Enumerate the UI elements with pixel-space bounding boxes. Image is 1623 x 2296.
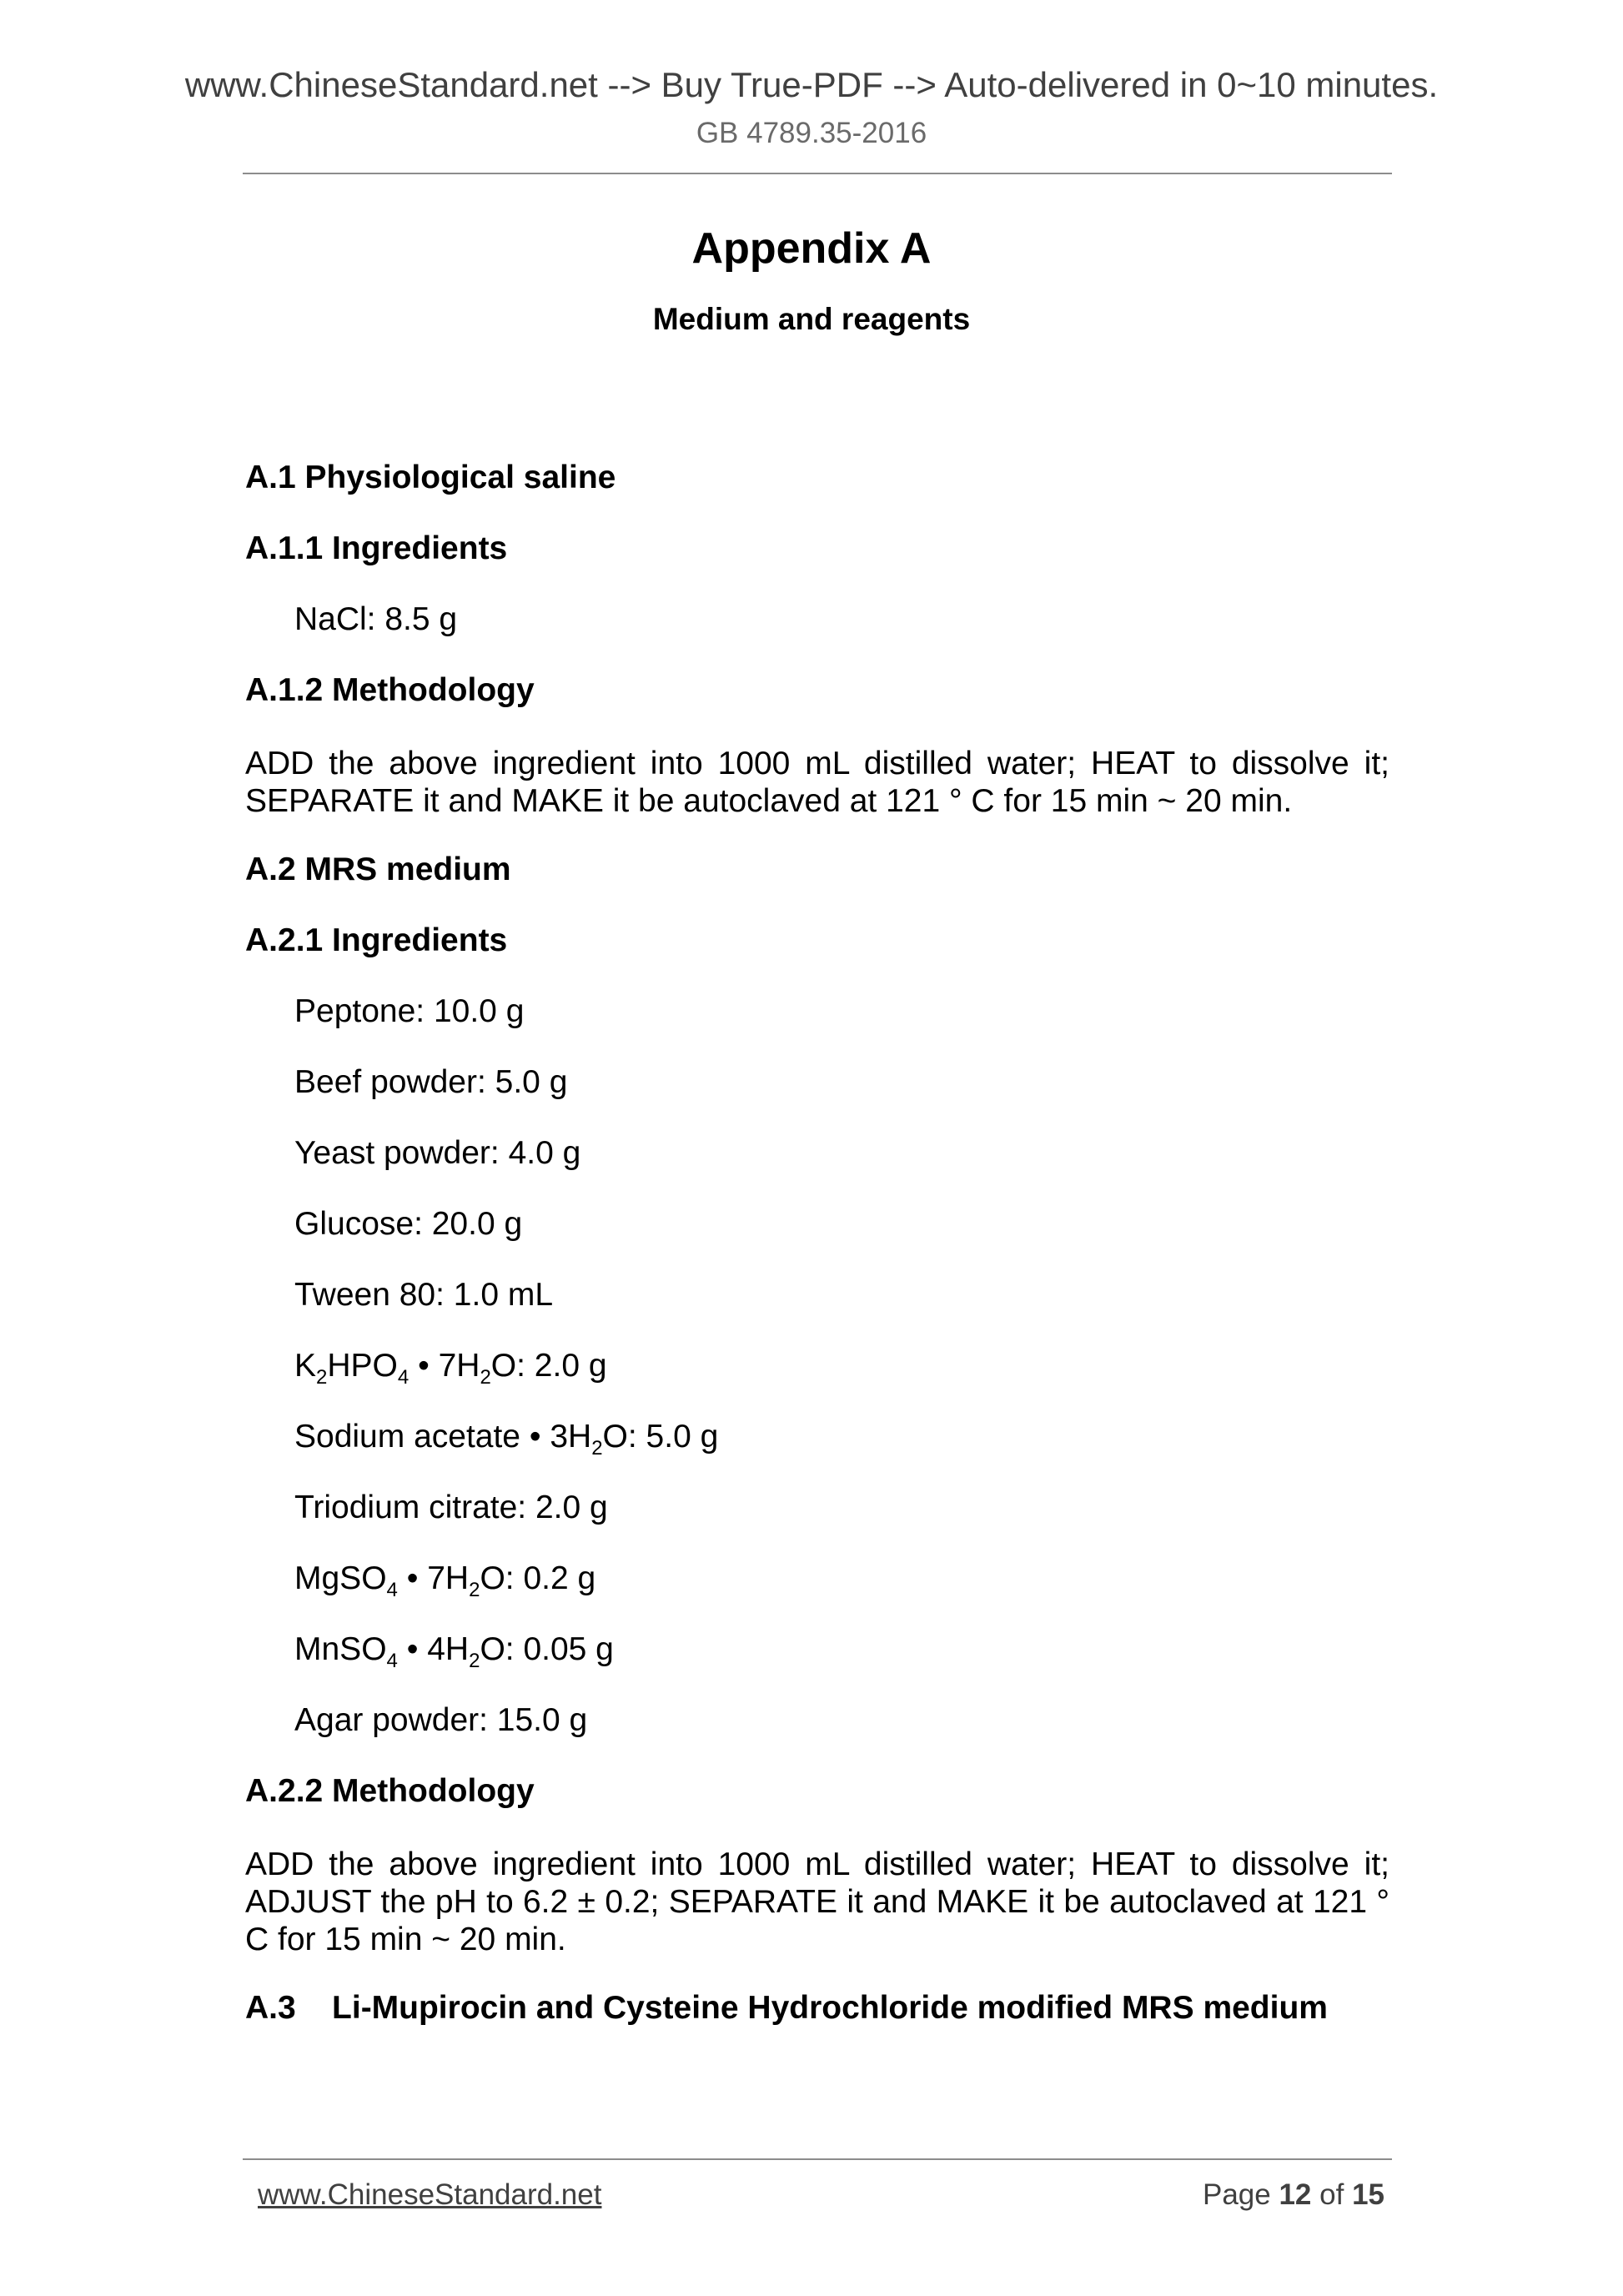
ingredient-glucose: Glucose: 20.0 g	[294, 1206, 523, 1242]
section-heading-a3: A.3 Li-Mupirocin and Cysteine Hydrochloride modified MRS medium	[245, 1990, 1328, 2026]
methodology-a2-line: ADD the above ingredient into 1000 mL distilled water; HEAT to dissolve it;	[245, 1846, 1389, 1882]
ingredient-mgso4: MgSO$_4$ • $7H_2O$: 0.2 g	[294, 1560, 596, 1601]
site-banner: www.ChineseStandard.net --> Buy True-PDF --> Auto-delivered in 0~10 minutes.	[184, 65, 1439, 104]
methodology-a2	[245, 1846, 1389, 1958]
appendix-subtitle: Medium and reagents	[652, 302, 971, 336]
ingredient-triodium-citrate: Triodium citrate: 2.0 g	[294, 1490, 608, 1525]
subsection-heading-a1-1: A.1.1 Ingredients	[245, 530, 508, 566]
page-indicator: Page 12 of 15	[1202, 2178, 1384, 2211]
appendix-title: Appendix A	[691, 224, 932, 273]
methodology-a1-line: SEPARATE it and MAKE it be autoclaved at 121 ° C for 15 min ~ 20 min.	[245, 783, 1293, 819]
ingredient-nacl: NaCl: 8.5 g	[294, 601, 458, 637]
ingredient-yeast-powder: Yeast powder: 4.0 g	[294, 1135, 581, 1171]
methodology-a1-line: ADD the above ingredient into 1000 mL distilled water; HEAT to dissolve it;	[245, 746, 1389, 781]
methodology-a2-line: C for 15 min ~ 20 min.	[245, 1922, 566, 1957]
ingredient-mnso4: MnSO$_4$ • $4H_2O$: 0.05 g	[294, 1631, 614, 1672]
ingredient-agar-powder: Agar powder: 15.0 g	[294, 1702, 588, 1738]
page-number: 12	[1279, 2178, 1312, 2211]
methodology-a1	[245, 745, 1389, 820]
ingredient-beef-powder: Beef powder: 5.0 g	[294, 1064, 568, 1100]
footer-divider	[243, 2158, 1392, 2160]
ingredient-sodium-acetate: Sodium acetate • $3H_2O$: 5.0 g	[294, 1419, 719, 1459]
footer-site-link[interactable]: www.ChineseStandard.net	[258, 2178, 602, 2211]
subsection-heading-a1-2: A.1.2 Methodology	[245, 672, 535, 708]
standard-code: GB 4789.35-2016	[696, 117, 927, 149]
subsection-heading-a2-2: A.2.2 Methodology	[245, 1773, 535, 1809]
subsection-heading-a2-1: A.2.1 Ingredients	[245, 922, 508, 958]
section-heading-a1: A.1 Physiological saline	[245, 460, 616, 495]
section-heading-a2: A.2 MRS medium	[245, 852, 511, 887]
header-divider	[243, 173, 1392, 174]
page-total: 15	[1352, 2178, 1384, 2211]
methodology-a2-line: ADJUST the pH to 6.2 ± 0.2; SEPARATE it and MAKE it be autoclaved at 121 °	[245, 1884, 1389, 1920]
ingredient-k2hpo4: $K_2HPO_4$ • $7H_2O$: 2.0 g	[294, 1348, 607, 1389]
ingredient-peptone: Peptone: 10.0 g	[294, 993, 525, 1029]
ingredient-tween-80: Tween 80: 1.0 mL	[294, 1277, 554, 1313]
